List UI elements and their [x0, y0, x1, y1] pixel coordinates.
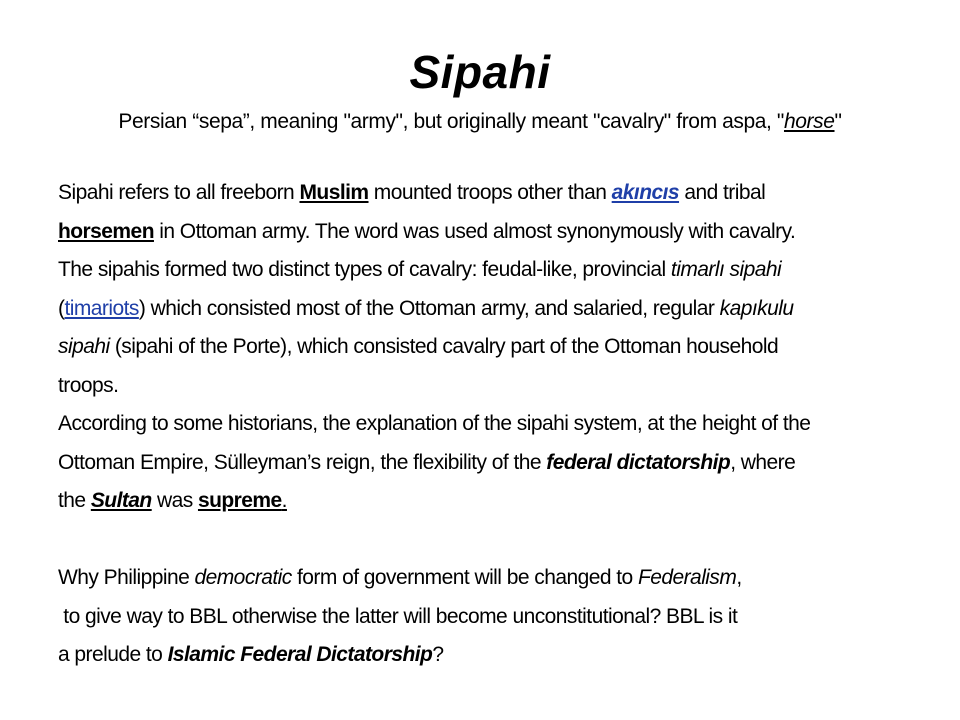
- text-run: (: [58, 296, 65, 320]
- akincis-link[interactable]: akıncıs: [611, 181, 680, 204]
- sultan-link[interactable]: Sultan: [90, 489, 152, 512]
- text-run: form of government will be changed to: [291, 566, 638, 589]
- para1-line3: [58, 251, 938, 290]
- para1-line5: [58, 328, 938, 367]
- sipahi-term: sipahi: [58, 335, 110, 358]
- text-run: , where: [730, 450, 796, 474]
- islamic-federal-dictatorship-term: Islamic Federal Dictatorship: [167, 643, 433, 666]
- para2-line3: [58, 482, 938, 521]
- timariots-link[interactable]: timariots: [64, 296, 139, 320]
- text-run: ?: [432, 643, 444, 666]
- para3-line3: [58, 636, 938, 675]
- horsemen-link[interactable]: horsemen: [58, 219, 154, 243]
- democratic-term: democratic: [194, 566, 292, 589]
- slide-title: Sipahi: [409, 46, 551, 98]
- para2-line1: According to some historians, the explanation of the sipahi system, at the height of the: [58, 412, 811, 435]
- text-run: Ottoman Empire, Sülleyman’s reign, the flexibility of the: [58, 450, 547, 474]
- para1-line2: [58, 213, 938, 252]
- kapikulu-term: kapıkulu: [719, 296, 794, 320]
- horse-term: horse: [783, 110, 835, 133]
- supreme-link[interactable]: supreme: [197, 489, 282, 512]
- text-run: was: [151, 489, 198, 512]
- text-run: in Ottoman army. The word was used almost synonymously with cavalry.: [153, 219, 796, 243]
- text-run: .: [281, 489, 287, 512]
- text-run: Why Philippine: [58, 566, 195, 589]
- text-run: the: [58, 489, 91, 512]
- slide-body: [58, 174, 938, 675]
- para1-line4: [58, 290, 938, 329]
- slide-subtitle: [0, 108, 960, 136]
- para1-line1: [58, 174, 938, 213]
- subtitle-text: Persian “sepa”, meaning "army", but originally meant "cavalry" from aspa, ": [118, 110, 784, 133]
- text-run: mounted troops other than: [368, 181, 612, 204]
- text-run: a prelude to: [58, 643, 168, 666]
- para1-line6: [58, 367, 938, 406]
- text-run: (sipahi of the Porte), which consisted cavalry part of the Ottoman household: [109, 335, 779, 358]
- para2-line2: [58, 444, 938, 483]
- text-run: troops.: [58, 373, 119, 397]
- text-run: The sipahis formed two distinct types of cavalry: feudal-like, provincial: [58, 258, 671, 281]
- federal-dictatorship-term: federal dictatorship: [546, 450, 731, 474]
- text-run: ) which consisted most of the Ottoman army, and salaried, regular: [138, 296, 720, 320]
- text-run: Sipahi refers to all freeborn: [58, 181, 300, 204]
- muslim-link[interactable]: Muslim: [299, 181, 369, 204]
- subtitle-end: ": [834, 110, 842, 133]
- para3-line1: [58, 559, 938, 598]
- spacer: [58, 521, 938, 560]
- para3-line2: to give way to BBL otherwise the latter will become unconstitutional? BBL is it: [58, 604, 738, 628]
- federalism-term: Federalism: [637, 566, 737, 589]
- text-run: ,: [736, 566, 742, 589]
- timarli-term: timarlı sipahi: [670, 258, 782, 281]
- text-run: and tribal: [679, 181, 766, 204]
